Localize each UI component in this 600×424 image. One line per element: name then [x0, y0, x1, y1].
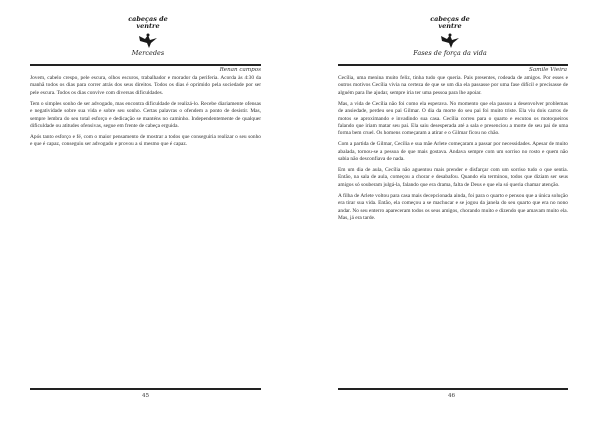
header-rule	[338, 64, 568, 66]
page-number: 45	[142, 393, 150, 399]
paragraph: Cecília, uma menina muito feliz, tinha tudo que queria. Pais presentes, rodeada de amigos. Por esses e outros motivos Cecília vivia na certeza de que se um dia ela passasse por uma fase difícil e precisasse de alguém para lhe ajudar, sempre iria ter uma pessoa para lhe apoiar.	[338, 75, 568, 96]
paragraph: Mas, a vida de Cecília não foi como ela esperava. No momento que ela passou a desenvolver problemas de ansiedade, perdeu seu pai Gilmar. O dia da morte do seu pai foi muito triste. Ela viu dois carros de motos se aproximando e invadindo sua casa. Cecília correu para o quarto e escutou os motoqueiros falando que iriam matar seu pai. Ela saiu desesperada até a sala e presenciou a morte de seu pai de uma forma bem cruel. Os homens começaram a atirar e o Gilmar ficou no chão.	[338, 100, 568, 137]
logo-line1: cabeças de	[128, 15, 168, 23]
publication-logo	[118, 16, 178, 57]
paragraph: Em um dia de aula, Cecília não aguentou mais prender e disfarçar com um sorriso tudo o que sentia. Então, na sala de aula, começou a chorar e desabafou. Quando ela terminou, todos que diziam ser seus amigos só souberam julgá-la, falando que era drama, falta de Deus e que ela só queria chamar atenção.	[338, 166, 568, 188]
paragraph: Após tanto esforço e fé, com o maior pensamento de mostrar a todos que conseguiria realizar o seu sonho e que é capaz, conseguiu ser advogado e provou a si mesmo que é capaz.	[30, 133, 261, 148]
footer-rule	[30, 388, 261, 390]
paragraph: Jovem, cabelo crespo, pele escura, olhos escuros, trabalhador e morador da periferia. Acorda às 4:30 da manhã todos os dias para correr atrás dos seus direitos. Todos os dias é oprimido pela sociedade por ser pele escura. Todos os dias convive com diversas dificuldades.	[30, 75, 261, 96]
header-rule	[30, 64, 261, 66]
author-name: Samile Vieira	[529, 67, 567, 73]
logo-subtitle: Mercedes	[131, 49, 165, 57]
body-text	[30, 75, 261, 152]
footer-rule	[338, 388, 568, 390]
author-name: Renan campos	[219, 67, 261, 73]
logo-line1: cabeças de	[430, 15, 470, 23]
logo-line2: ventre	[438, 22, 462, 30]
bird-emblem-icon	[135, 30, 161, 50]
logo-line2: ventre	[136, 22, 160, 30]
bird-emblem-icon	[437, 30, 463, 50]
logo-subtitle: Fases de força da vida	[413, 49, 487, 57]
page-number: 46	[448, 393, 456, 399]
right-page	[300, 0, 600, 424]
paragraph: Com a partida de Gilmar, Cecília e sua mãe Arlete começaram a passar por necessidades. Apesar de muito abalada, tornou-se a pessoa de que mais gostava. Andava sempre com um sorriso no rosto e quem não sabia não desconfiava de nada.	[338, 141, 568, 163]
body-text	[338, 75, 568, 226]
paragraph: A filha de Arlete voltou para casa mais decepcionada ainda, foi para o quarto e pensou que a única solução era tirar sua vida. Então, ela começou a se machucar e se jogou da janela do seu quarto que era no nono andar. No seu enterro apareceram todos os seus amigos, chorando muito e dizendo que amavam muito ela. Mas, já era tarde.	[338, 192, 568, 221]
paragraph: Tem o simples sonho de ser advogado, mas encontra dificuldade de realizá-lo. Recebe diariamente ofensas e negatividade sobre sua vida e sobre seu sonho. Certas palavras o ofendem a ponto de desistir. Mas, sempre lembra do seu total esforço e dedicação se manténs no caminho. Independentemente de qualquer dificuldade ou atitudes ofensivas, segue em frente de cabeça erguida.	[30, 100, 261, 129]
publication-logo	[410, 16, 490, 57]
